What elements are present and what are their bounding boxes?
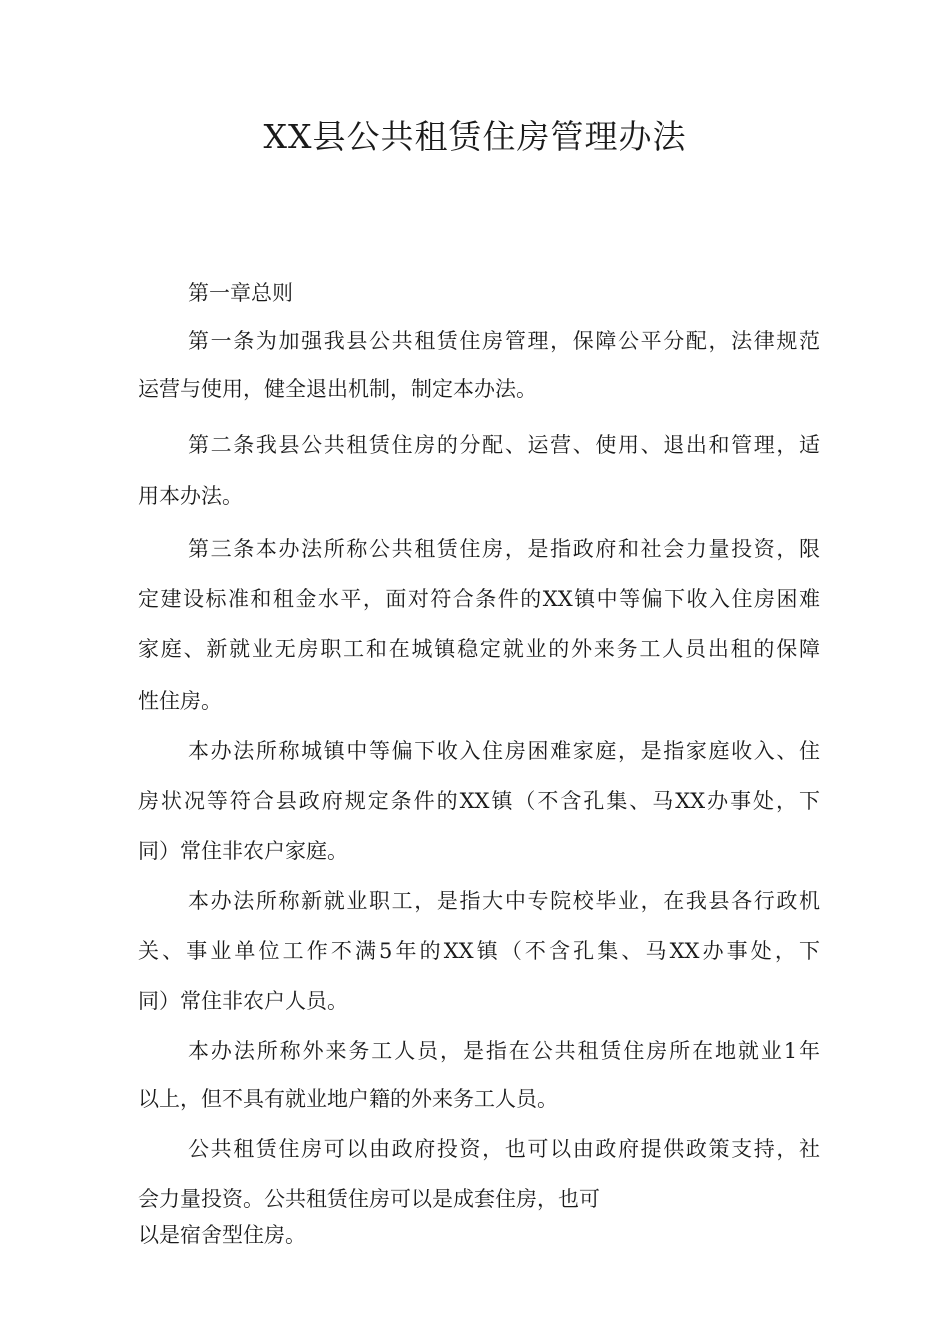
paragraph-line: 以是宿舍型住房。 <box>138 1223 306 1247</box>
paragraph-line: 第三条本办法所称公共租赁住房，是指政府和社会力量投资，限 <box>188 537 820 561</box>
paragraph-line: 第二条我县公共租赁住房的分配、运营、使用、退出和管理，适 <box>188 433 820 457</box>
paragraph-line: 家庭、新就业无房职工和在城镇稳定就业的外来务工人员出租的保障 <box>138 637 820 661</box>
paragraph-line: 以上，但不具有就业地户籍的外来务工人员。 <box>138 1087 558 1111</box>
paragraph-line: 性住房。 <box>138 689 222 713</box>
paragraph-line: 同）常住非农户家庭。 <box>138 839 348 863</box>
paragraph-line: 同）常住非农户人员。 <box>138 989 348 1013</box>
paragraph-line: 第一条为加强我县公共租赁住房管理，保障公平分配，法律规范 <box>188 329 820 353</box>
paragraph-line: 会力量投资。公共租赁住房可以是成套住房，也可 <box>138 1187 600 1211</box>
paragraph-line: 用本办法。 <box>138 484 243 508</box>
paragraph-line: 关、事业单位工作不满5年的XX镇（不含孔集、马XX办事处，下 <box>138 939 820 963</box>
paragraph-line: 本办法所称城镇中等偏下收入住房困难家庭，是指家庭收入、住 <box>188 739 820 763</box>
document-title: XX县公共租赁住房管理办法 <box>263 117 687 156</box>
paragraph-line: 公共租赁住房可以由政府投资，也可以由政府提供政策支持，社 <box>188 1137 820 1161</box>
paragraph-line: 定建设标准和租金水平，面对符合条件的XX镇中等偏下收入住房困难 <box>138 587 820 611</box>
paragraph-line: 运营与使用，健全退出机制，制定本办法。 <box>138 377 537 401</box>
paragraph-line: 本办法所称新就业职工，是指大中专院校毕业，在我县各行政机 <box>188 889 820 913</box>
paragraph-line: 本办法所称外来务工人员，是指在公共租赁住房所在地就业1年 <box>188 1039 820 1063</box>
chapter-heading: 第一章总则 <box>188 281 293 305</box>
paragraph-line: 房状况等符合县政府规定条件的XX镇（不含孔集、马XX办事处，下 <box>138 789 820 813</box>
